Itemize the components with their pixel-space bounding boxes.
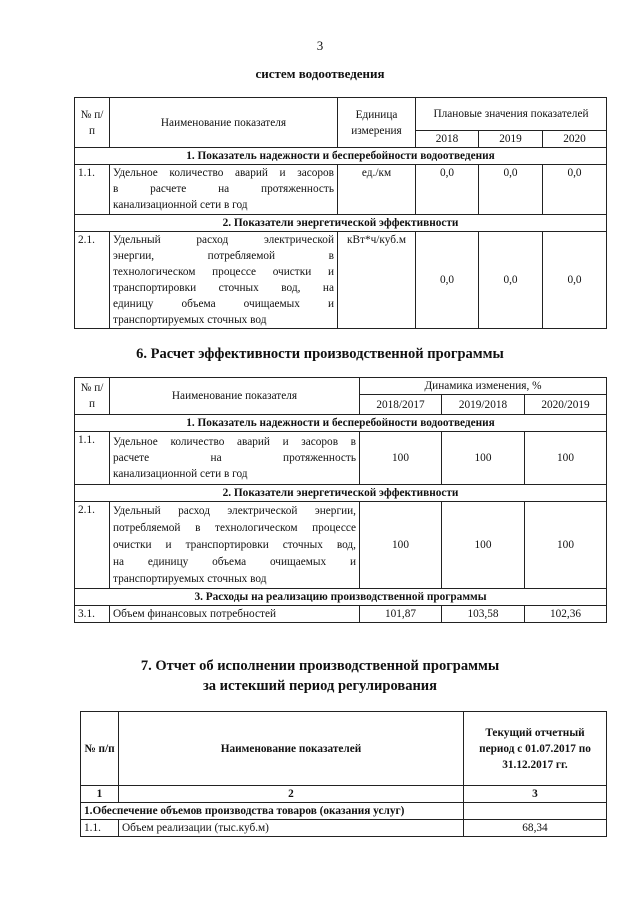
row-number: 3.1.: [75, 606, 110, 623]
header-period: 2018/2017: [360, 395, 442, 415]
header-year: 2020: [543, 131, 607, 148]
unit-value: кВт*ч/куб.м: [338, 232, 416, 329]
header-name: Наименование показателя: [110, 98, 338, 148]
header-unit: Единица измерения: [338, 98, 416, 148]
section-heading: 1. Показатель надежности и бесперебойности водоотведения: [75, 415, 607, 432]
dynamics-value: 100: [360, 432, 442, 485]
indicator-name: Удельный расход электрической энергии, потребляемой в технологическом процессе очистки и транспортировки сточных вод, на единицу объема очищаемых и транспортируемых сточных вод: [110, 502, 360, 589]
dynamics-value: 100: [360, 502, 442, 589]
header-num: № п/п: [81, 712, 119, 786]
header-period: 2019/2018: [442, 395, 525, 415]
section7-heading-line1: 7. Отчет об исполнении производственной программы: [140, 658, 500, 674]
unit-value: ед./км: [338, 165, 416, 215]
plan-value: 0,0: [416, 165, 479, 215]
plan-value: 0,0: [543, 165, 607, 215]
header-name: Наименование показателей: [119, 712, 464, 786]
indicator-name: Объем финансовых потребностей: [110, 606, 360, 623]
plan-value: 0,0: [479, 232, 543, 329]
plan-value: 0,0: [416, 232, 479, 329]
indicator-name: Удельное количество аварий и засоров в расчете на протяженность канализационной сети в год: [110, 165, 338, 215]
indicator-name: Удельное количество аварий и засоров в расчете на протяженность канализационной сети в год: [110, 432, 360, 485]
header-name: Наименование показателя: [110, 378, 360, 415]
section-heading: 2. Показатели энергетической эффективности: [75, 485, 607, 502]
indicator-name: Удельный расход электрической энергии, потребляемой в технологическом процессе очистки и транспортировки сточных вод, на единицу объема очищаемых и транспортируемых сточных вод: [110, 232, 338, 329]
header-period: Текущий отчетный период с 01.07.2017 по 31.12.2017 гг.: [464, 712, 607, 786]
header-year: 2018: [416, 131, 479, 148]
section-heading: 3. Расходы на реализацию производственной программы: [75, 589, 607, 606]
report-value: 68,34: [464, 820, 607, 837]
efficiency-table: [74, 377, 607, 623]
report-table: [80, 711, 607, 837]
row-number: 1.1.: [81, 820, 119, 837]
row-number: 1.1.: [75, 432, 110, 485]
dynamics-value: 100: [442, 502, 525, 589]
header-dynamics: Динамика изменения, %: [360, 378, 607, 395]
header-plan-values: Плановые значения показателей: [416, 98, 607, 131]
indicator-name: Объем реализации (тыс.куб.м): [119, 820, 464, 837]
column-number: 1: [81, 786, 119, 803]
section-heading: 1. Показатель надежности и бесперебойности водоотведения: [75, 148, 607, 165]
plan-values-table: [74, 97, 607, 329]
row-number: 2.1.: [75, 232, 110, 329]
dynamics-value: 102,36: [525, 606, 607, 623]
section-heading: 2. Показатели энергетической эффективности: [75, 215, 607, 232]
header-year: 2019: [479, 131, 543, 148]
plan-value: 0,0: [479, 165, 543, 215]
column-number: 2: [119, 786, 464, 803]
dynamics-value: 100: [525, 502, 607, 589]
column-number: 3: [464, 786, 607, 803]
header-num: № п/п: [75, 378, 110, 415]
section7-heading-line2: за истекший период регулирования: [202, 678, 438, 694]
table1-caption: систем водоотведения: [255, 66, 385, 81]
dynamics-value: 100: [525, 432, 607, 485]
section6-heading: 6. Расчет эффективности производственной программы: [136, 346, 504, 362]
dynamics-value: 101,87: [360, 606, 442, 623]
header-period: 2020/2019: [525, 395, 607, 415]
section-heading: 1.Обеспечение объемов производства товаров (оказания услуг): [81, 803, 464, 820]
dynamics-value: 100: [442, 432, 525, 485]
dynamics-value: 103,58: [442, 606, 525, 623]
row-number: 2.1.: [75, 502, 110, 589]
plan-value: 0,0: [543, 232, 607, 329]
header-num: № п/п: [75, 98, 110, 148]
page-number: 3: [316, 38, 324, 53]
row-number: 1.1.: [75, 165, 110, 215]
